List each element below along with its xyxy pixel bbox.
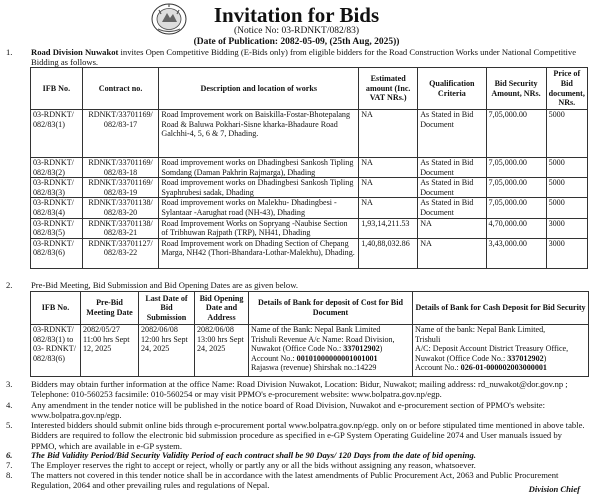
office-code: 337012902 [507, 353, 544, 363]
description-cell: Road Improvement work on Baiskilla-Fostar-Bhotepalang Road & Baluwa Pokhari-Sisne kharka-Bhadaure Road Galchhi-4, 5, 6 & 7, Dhading. [159, 110, 359, 158]
revenue-line: Rajaswa (revenue) Shirshak no.:14229 [251, 363, 377, 373]
security-cell: 7,05,000.00 [486, 178, 546, 198]
paragraph-4-text: Any amendment in the tender notice will be published in the notice board of Road Division, Nuwakot and e-procurement section of PPMO's website: www.bolpatra.gov.np/egp. [31, 400, 545, 421]
paragraph-5-text: Interested bidders should submit online bids through e-procurement portal www.bolpatra.gov.np/egp. only on or before stipulated time mentioned in above table. Bidders are required to follow the electronic bid submission procedure as specified in e-GP System Operating Guideline 2074 and User manuals issued by PPMO, which are available in e-GP system. [31, 420, 585, 451]
paragraph-number: 1. [6, 47, 13, 57]
description-cell: Road Improvement work on Dhading Section of Chepang Marga, NH42 (Thori-Bhandara-Lothar-Malekhu), Dhading. [159, 238, 359, 268]
security-cell: 7,05,000.00 [486, 158, 546, 178]
qualification-cell: NA [418, 218, 486, 238]
table-row [31, 178, 588, 198]
col-bid-security: Bid Security Amount, NRs. [486, 68, 546, 110]
contract-cell: RDNKT/33701138/ 082/83-21 [82, 218, 159, 238]
table-row [31, 198, 588, 218]
page-title: Invitation for Bids [213, 3, 380, 27]
qualification-cell: As Stated in Bid Document [418, 158, 486, 178]
paragraph-6 [6, 450, 586, 460]
contract-cell: RDNKT/33701169/ 082/83-19 [82, 178, 159, 198]
paragraph-4 [6, 400, 586, 421]
table-header-row [31, 68, 588, 110]
ifb-cell: 03-RDNKT/ 082/83(4) [31, 198, 83, 218]
ifb-cell: 03-RDNKT/ 082/83(2) [31, 158, 83, 178]
table-row [31, 218, 588, 238]
paragraph-5 [6, 420, 586, 451]
account-type: A/C: Deposit Account District Treasury Office, [415, 344, 569, 354]
paragraph-number: 6. [6, 450, 13, 460]
paragraph-1 [6, 47, 586, 68]
ifb-cell: 03-RDNKT/ 082/83(5) [31, 218, 83, 238]
amount-cell: NA [359, 198, 418, 218]
description-cell: Road improvement works on Malekhu- Dhadingbesi -Sylantaar -Aarughat road (NH-43), Dhading [159, 198, 359, 218]
office-code-line: Nuwakot (Office Code No.: 337012902) [251, 344, 383, 354]
col-price: Price of Bid document, NRs. [546, 68, 587, 110]
amount-cell: NA [359, 158, 418, 178]
amount-cell: 1,93,14,211.53 [359, 218, 418, 238]
qualification-cell: As Stated in Bid Document [418, 178, 486, 198]
col-bank-cost: Details of Bank for deposit of Cost for Bid Document [249, 292, 413, 325]
price-cell: 5000 [546, 198, 587, 218]
price-cell: 5000 [546, 178, 587, 198]
paragraph-8-text: The matters not covered in this tender notice shall be in accordance with the latest amendments of Public Procurement Act, 2063 and Public Procurement Regulation, 2064 and other prevailing rules and regulations of Nepal. [31, 470, 559, 491]
paragraph-8 [6, 470, 586, 491]
col-estimated-amount: Estimated amount (Inc. VAT NRs.) [359, 68, 418, 110]
notice-number: (Notice No: 03-RDNKT/082/83) [233, 26, 360, 36]
table-header-row [31, 292, 589, 325]
paragraph-6-text: The Bid Validity Period/Bid Security Validity Period of each contract shall be 90 Days/ 120 Days from the date of bid opening. [31, 450, 476, 460]
qualification-cell: As Stated in Bid Document [418, 110, 486, 158]
paragraph-number: 2. [6, 280, 13, 290]
paragraph-1-text: invites Open Competitive Bidding (E-Bids only) from eligible bidders for the Road Construction Works under National Competitive Bidding as follows. [31, 47, 577, 68]
price-cell: 5000 [546, 158, 587, 178]
col-qualification: Qualification Criteria [418, 68, 486, 110]
opening-cell: 2082/06/08 13:00 hrs Sept 24, 2025 [195, 325, 249, 377]
office-code-line: Nuwakot (Office Code No.: 337012902) [415, 353, 547, 363]
bank-name: Name of the Bank: Nepal Bank Limited [251, 325, 381, 334]
description-cell: Road Improvement Works on Sopryang -Naubise Section of Tribhuwan Rajpath (TRP), NH41, Dhading [159, 218, 359, 238]
prebid-cell: 2082/05/27 11:00 hrs Sept 12, 2025 [81, 325, 139, 377]
publication-date: (Date of Publication: 2082-05-09, (25th Aug, 2025)) [193, 37, 400, 47]
amount-cell: 1,40,88,032.86 [359, 238, 418, 268]
paragraph-2 [6, 280, 586, 290]
paragraph-7-text: The Employer reserves the right to accept or reject, wholly or partly any or all the bids without assigning any reason, whatsoever. [31, 460, 476, 470]
dates-bank-table [30, 291, 589, 377]
col-bank-security: Details of Bank for Cash Deposit for Bid Security [413, 292, 589, 325]
col-description: Description and location of works [159, 68, 359, 110]
contract-cell: RDNKT/33701138/ 082/83-20 [82, 198, 159, 218]
table-row [31, 238, 588, 268]
description-cell: Road improvement works on Dhadingbesi Sankosh Tipling Somdang (Daman Pakhrin Rajmarga), Dhading [159, 158, 359, 178]
account-number: 00101000000001001001 [296, 353, 378, 363]
qualification-cell: As Stated in Bid Document [418, 198, 486, 218]
price-cell: 3000 [546, 218, 587, 238]
contract-cell: RDNKT/33701169/ 082/83-18 [82, 158, 159, 178]
security-cell: 4,70,000.00 [486, 218, 546, 238]
contract-cell: RDNKT/33701169/ 082/83-17 [82, 110, 159, 158]
paragraph-3-text: Bidders may obtain further information at the office Name: Road Division Nuwakot, Location: Bidur, Nuwakot; mailing address: rd_nuwakot@dor.gov.np ; Telephone: 010-560253 facsimile: 010-560254 or may visit PPMO's e-procurement website: www.bolpatra.gov.np/egp. [31, 379, 568, 400]
amount-cell: NA [359, 178, 418, 198]
security-cell: 7,05,000.00 [486, 110, 546, 158]
bank-name: Name of the bank: Nepal Bank Limited, [415, 325, 546, 334]
col-last-date: Last Date of Bid Submission [139, 292, 195, 325]
account-name: Trishuli Revenue A/c Name: Road Division, [251, 334, 395, 344]
table-row [31, 110, 588, 158]
col-ifb-no: IFB No. [31, 68, 83, 110]
table-row [31, 325, 589, 377]
branch-name: Trishuli [415, 334, 441, 344]
paragraph-number: 8. [6, 470, 13, 480]
contract-cell: RDNKT/33701127/ 082/83-22 [82, 238, 159, 268]
paragraph-7 [6, 460, 586, 470]
col-contract-no: Contract no. [82, 68, 159, 110]
account-line: Account No.: 026-01-000002003000001 [415, 363, 547, 373]
ifb-cell: 03-RDNKT/ 082/83(3) [31, 178, 83, 198]
col-prebid-date: Pre-Bid Meeting Date [81, 292, 139, 325]
col-opening-date: Bid Opening Date and Address [195, 292, 249, 325]
paragraph-3 [6, 379, 586, 400]
ifb-range-cell: 03-RDNKT/ 082/83(1) to 03- RDNKT/ 082/83(6) [31, 325, 81, 377]
paragraph-number: 3. [6, 379, 13, 389]
lastdate-cell: 2082/06/08 12:00 hrs Sept 24, 2025 [139, 325, 195, 377]
paragraph-number: 4. [6, 400, 13, 410]
office-name: Road Division Nuwakot [31, 47, 119, 57]
paragraph-number: 7. [6, 460, 13, 470]
office-code: 337012902 [343, 344, 380, 354]
signature: Division Chief [528, 484, 580, 494]
security-cell: 7,05,000.00 [486, 198, 546, 218]
price-cell: 3000 [546, 238, 587, 268]
paragraph-2-text: Pre-Bid Meeting, Bid Submission and Bid Opening Dates are as given below. [31, 280, 299, 290]
table-row [31, 158, 588, 178]
bank-security-cell [413, 325, 589, 377]
description-cell: Road improvement works on Dhadingbesi Sankosh Tipling Syaphrubesi sadak, Dhading [159, 178, 359, 198]
paragraph-number: 5. [6, 420, 13, 430]
works-table [30, 67, 588, 269]
ifb-cell: 03-RDNKT/ 082/83(1) [31, 110, 83, 158]
security-cell: 3,43,000.00 [486, 238, 546, 268]
col-ifb-no: IFB No. [31, 292, 81, 325]
price-cell: 5000 [546, 110, 587, 158]
qualification-cell: NA [418, 238, 486, 268]
bank-cost-cell [249, 325, 413, 377]
ifb-cell: 03-RDNKT/ 082/83(6) [31, 238, 83, 268]
amount-cell: NA [359, 110, 418, 158]
account-number: 026-01-000002003000001 [460, 363, 547, 373]
account-line: Account No.: 00101000000001001001 [251, 353, 378, 363]
